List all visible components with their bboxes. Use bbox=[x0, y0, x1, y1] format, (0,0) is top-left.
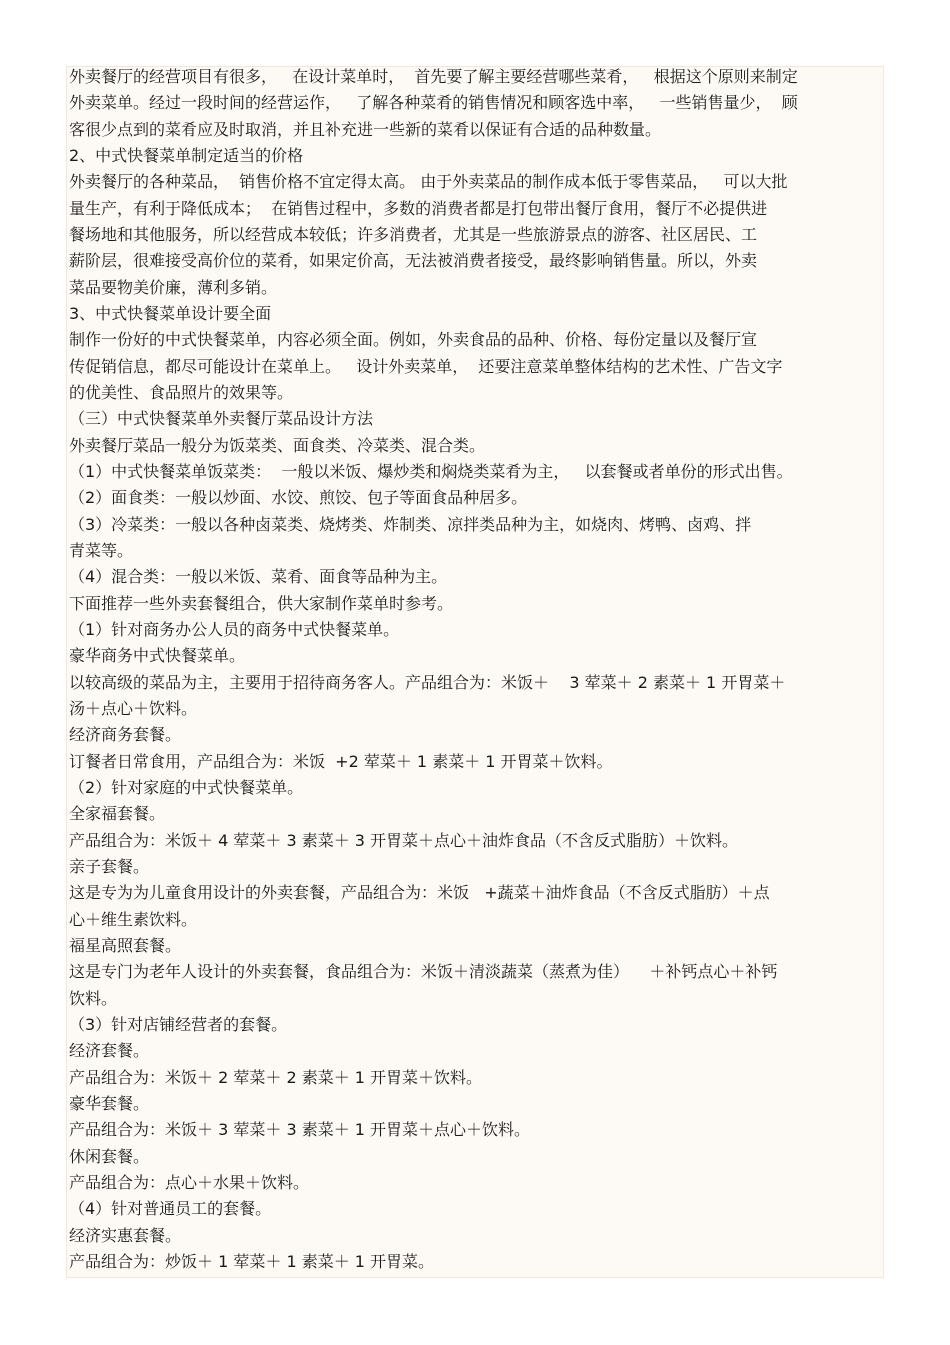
text-line: 这是专门为老年人设计的外卖套餐，食品组合为：米饭＋清淡蔬菜（蒸煮为佳） ＋补钙点心＋补钙 bbox=[69, 962, 778, 981]
text-line: 外卖餐厅的经营项目有很多， 在设计菜单时， 首先要了解主要经营哪些菜肴， 根据这个原则来制定 bbox=[69, 67, 798, 86]
text-line: 豪华商务中式快餐菜单。 bbox=[69, 646, 246, 665]
text-line: 以较高级的菜品为主，主要用于招待商务客人。产品组合为：米饭＋ 3 荤菜＋ 2 素菜＋ 1 开胃菜＋ bbox=[69, 673, 786, 692]
text-line: 休闲套餐。 bbox=[69, 1147, 150, 1166]
section-heading: （三）中式快餐菜单外卖餐厅菜品设计方法 bbox=[69, 409, 374, 428]
text-line: （1）针对商务办公人员的商务中式快餐菜单。 bbox=[69, 620, 400, 639]
text-line: 外卖餐厅菜品一般分为饭菜类、面食类、冷菜类、混合类。 bbox=[69, 436, 486, 455]
text-line: 产品组合为：点心＋水果＋饮料。 bbox=[69, 1173, 310, 1192]
text-line: （3）针对店铺经营者的套餐。 bbox=[69, 1015, 288, 1034]
text-line: 量生产，有利于降低成本； 在销售过程中，多数的消费者都是打包带出餐厅食用，餐厅不必提供进 bbox=[69, 199, 768, 218]
text-line: 这是专为为儿童食用设计的外卖套餐，产品组合为：米饭 +蔬菜＋油炸食品（不含反式脂肪）＋点 bbox=[69, 883, 770, 902]
text-line: 产品组合为：米饭＋ 2 荤菜＋ 2 素菜＋ 1 开胃菜＋饮料。 bbox=[69, 1068, 483, 1087]
text-line: （1）中式快餐菜单饭菜类： 一般以米饭、爆炒类和焖烧类菜肴为主， 以套餐或者单份的形式出售。 bbox=[69, 462, 793, 481]
text-line: 心＋维生素饮料。 bbox=[69, 910, 198, 929]
text-line: 外卖菜单。经过一段时间的经营运作， 了解各种菜肴的销售情况和顾客选中率， 一些销售量少， 顾 bbox=[69, 93, 798, 112]
text-line: 的优美性、食品照片的效果等。 bbox=[69, 383, 294, 402]
text-line: 豪华套餐。 bbox=[69, 1094, 150, 1113]
text-line: 福星高照套餐。 bbox=[69, 936, 182, 955]
text-line: 汤＋点心＋饮料。 bbox=[69, 699, 198, 718]
text-line: 产品组合为：米饭＋ 3 荤菜＋ 3 素菜＋ 1 开胃菜＋点心＋饮料。 bbox=[69, 1120, 531, 1139]
section-heading: 3、中式快餐菜单设计要全面 bbox=[69, 304, 272, 323]
text-line: 经济实惠套餐。 bbox=[69, 1226, 182, 1245]
text-line: （2）针对家庭的中式快餐菜单。 bbox=[69, 778, 304, 797]
text-line: （4）针对普通员工的套餐。 bbox=[69, 1199, 272, 1218]
page-content bbox=[66, 66, 884, 1278]
text-line: 下面推荐一些外卖套餐组合，供大家制作菜单时参考。 bbox=[69, 594, 454, 613]
text-line: 饮料。 bbox=[69, 989, 118, 1008]
text-line: 客很少点到的菜肴应及时取消，并且补充进一些新的菜肴以保证有合适的品种数量。 bbox=[69, 120, 662, 139]
text-line: （2）面食类：一般以炒面、水饺、煎饺、包子等面食品种居多。 bbox=[69, 488, 528, 507]
text-line: 外卖餐厅的各种菜品， 销售价格不宜定得太高。 由于外卖菜品的制作成本低于零售菜品， 可以大批 bbox=[69, 172, 788, 191]
text-line: 订餐者日常食用，产品组合为：米饭 +2 荤菜＋ 1 素菜＋ 1 开胃菜＋饮料。 bbox=[69, 752, 613, 771]
section-heading: 2、中式快餐菜单制定适当的价格 bbox=[69, 146, 304, 165]
text-line: 青菜等。 bbox=[69, 541, 134, 560]
text-line: （3）冷菜类：一般以各种卤菜类、烧烤类、炸制类、凉拌类品种为主，如烧肉、烤鸭、卤鸡、拌 bbox=[69, 515, 752, 534]
text-line: （4）混合类：一般以米饭、菜肴、面食等品种为主。 bbox=[69, 567, 448, 586]
text-line: 产品组合为：米饭＋ 4 荤菜＋ 3 素菜＋ 3 开胃菜＋点心＋油炸食品（不含反式脂肪）＋饮料。 bbox=[69, 831, 739, 850]
text-line: 餐场地和其他服务，所以经营成本较低；许多消费者，尤其是一些旅游景点的游客、社区居民、工 bbox=[69, 225, 758, 244]
text-line: 产品组合为：炒饭＋ 1 荤菜＋ 1 素菜＋ 1 开胃菜。 bbox=[69, 1252, 435, 1271]
text-line: 亲子套餐。 bbox=[69, 857, 150, 876]
text-line: 薪阶层，很难接受高价位的菜肴，如果定价高，无法被消费者接受，最终影响销售量。所以，外卖 bbox=[69, 251, 758, 270]
text-line: 制作一份好的中式快餐菜单，内容必须全面。例如，外卖食品的品种、价格、每份定量以及餐厅宣 bbox=[69, 330, 758, 349]
text-line: 经济套餐。 bbox=[69, 1041, 150, 1060]
text-line: 传促销信息，都尽可能设计在菜单上。 设计外卖菜单， 还要注意菜单整体结构的艺术性、广告文字 bbox=[69, 357, 783, 376]
text-line: 全家福套餐。 bbox=[69, 804, 166, 823]
text-line: 菜品要物美价廉，薄利多销。 bbox=[69, 278, 278, 297]
text-line: 经济商务套餐。 bbox=[69, 725, 182, 744]
